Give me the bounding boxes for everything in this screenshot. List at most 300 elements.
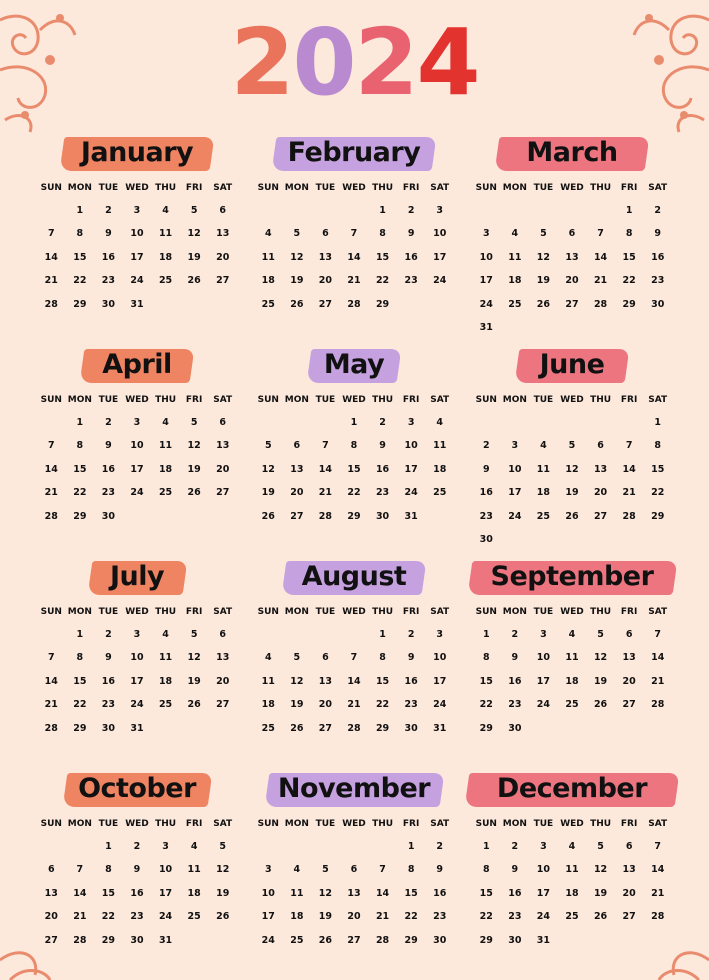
weekday-label: SUN bbox=[475, 607, 497, 617]
weekday-label: TUE bbox=[98, 395, 119, 405]
day-cell: 13 bbox=[44, 887, 58, 899]
day-cell: 18 bbox=[508, 275, 522, 287]
day-cell: 9 bbox=[105, 652, 112, 664]
weekday-label: THU bbox=[372, 607, 394, 617]
day-cell: 2 bbox=[133, 841, 141, 852]
day-cell: 5 bbox=[540, 228, 547, 240]
day-cell: 2 bbox=[436, 841, 444, 852]
day-cell: 3 bbox=[133, 205, 141, 216]
day-cell: 24 bbox=[130, 275, 144, 287]
day-cell: 17 bbox=[158, 887, 173, 899]
day-cell: 29 bbox=[651, 510, 665, 522]
day-cell: 31 bbox=[130, 722, 144, 734]
day-cell: 16 bbox=[101, 251, 116, 263]
day-cell: 14 bbox=[651, 864, 665, 876]
day-cell: 3 bbox=[133, 629, 141, 640]
day-cell: 22 bbox=[73, 275, 87, 287]
day-cell: 24 bbox=[433, 275, 447, 287]
empty-cell bbox=[340, 623, 369, 646]
day-cell: 18 bbox=[433, 463, 447, 475]
day-cell: 2 bbox=[511, 841, 519, 852]
day-cell: 30 bbox=[433, 934, 447, 946]
day-cell: 8 bbox=[654, 440, 662, 452]
day-cell: 23 bbox=[101, 699, 116, 711]
day-cell: 7 bbox=[625, 440, 633, 452]
day-cell: 28 bbox=[318, 510, 333, 522]
weekday-label: SUN bbox=[475, 819, 497, 829]
day-cell: 9 bbox=[379, 440, 386, 452]
day-cell: 30 bbox=[375, 510, 390, 522]
day-cell: 7 bbox=[47, 440, 55, 452]
day-cell: 29 bbox=[404, 934, 418, 946]
day-cell: 19 bbox=[565, 487, 579, 499]
day-cell: 22 bbox=[347, 487, 361, 499]
day-cell: 20 bbox=[347, 911, 361, 923]
day-cell: 21 bbox=[318, 487, 333, 499]
month-days-grid bbox=[37, 389, 237, 528]
day-cell: 20 bbox=[216, 463, 230, 475]
day-cell: 11 bbox=[261, 675, 275, 687]
day-cell: 25 bbox=[565, 699, 579, 711]
weekday-label: SUN bbox=[257, 607, 279, 617]
day-cell: 27 bbox=[318, 298, 333, 310]
day-cell: 25 bbox=[261, 722, 275, 734]
year-digit: 2 bbox=[354, 9, 417, 116]
day-cell: 5 bbox=[568, 440, 576, 452]
weekday-label: MON bbox=[502, 395, 527, 405]
weekday-label: THU bbox=[590, 607, 612, 617]
day-cell: 10 bbox=[536, 652, 551, 664]
day-cell: 29 bbox=[479, 934, 493, 946]
day-cell: 31 bbox=[158, 934, 173, 946]
day-cell: 21 bbox=[347, 275, 361, 287]
day-cell: 31 bbox=[130, 298, 144, 310]
day-cell: 13 bbox=[318, 675, 333, 687]
day-cell: 23 bbox=[479, 510, 493, 522]
empty-cell bbox=[529, 411, 558, 434]
day-cell: 1 bbox=[625, 205, 633, 216]
day-cell: 9 bbox=[407, 652, 415, 664]
day-cell: 6 bbox=[322, 228, 329, 240]
day-cell: 25 bbox=[187, 911, 201, 923]
day-cell: 29 bbox=[622, 298, 636, 310]
day-cell: 6 bbox=[47, 864, 55, 876]
empty-cell bbox=[586, 199, 615, 222]
day-cell: 14 bbox=[375, 887, 390, 899]
day-cell: 17 bbox=[433, 251, 447, 263]
day-cell: 7 bbox=[597, 228, 604, 240]
day-cell: 6 bbox=[568, 228, 576, 240]
day-cell: 14 bbox=[73, 887, 87, 899]
weekday-label: SAT bbox=[648, 395, 668, 405]
day-cell: 7 bbox=[654, 629, 662, 640]
day-cell: 30 bbox=[651, 298, 665, 310]
day-cell: 5 bbox=[293, 228, 301, 240]
day-cell: 17 bbox=[261, 911, 275, 923]
day-cell: 27 bbox=[622, 911, 636, 923]
day-cell: 28 bbox=[651, 699, 665, 711]
month-name: July bbox=[109, 561, 165, 592]
day-cell: 29 bbox=[375, 298, 390, 310]
day-cell: 24 bbox=[433, 699, 447, 711]
weekday-label: MON bbox=[67, 395, 92, 405]
day-cell: 8 bbox=[482, 652, 490, 664]
day-cell: 19 bbox=[593, 675, 608, 687]
day-cell: 13 bbox=[216, 652, 230, 664]
day-cell: 5 bbox=[190, 205, 198, 216]
day-cell: 11 bbox=[187, 864, 201, 876]
weekday-label: MON bbox=[284, 819, 309, 829]
day-cell: 17 bbox=[508, 487, 522, 499]
day-cell: 12 bbox=[290, 251, 304, 263]
day-cell: 21 bbox=[73, 911, 87, 923]
day-cell: 31 bbox=[433, 722, 447, 734]
day-cell: 4 bbox=[162, 417, 169, 428]
day-cell: 2 bbox=[379, 417, 386, 428]
weekday-label: WED bbox=[342, 607, 366, 617]
empty-cell bbox=[254, 199, 283, 222]
day-cell: 9 bbox=[511, 864, 519, 876]
weekday-label: SUN bbox=[475, 395, 497, 405]
day-cell: 3 bbox=[133, 417, 141, 428]
empty-cell bbox=[368, 835, 397, 858]
weekday-label: SAT bbox=[213, 607, 233, 617]
empty-cell bbox=[37, 835, 66, 858]
day-cell: 12 bbox=[187, 440, 201, 452]
day-cell: 25 bbox=[565, 911, 579, 923]
day-cell: 13 bbox=[216, 440, 230, 452]
empty-cell bbox=[254, 835, 283, 858]
empty-cell bbox=[283, 411, 312, 434]
day-cell: 17 bbox=[536, 675, 551, 687]
day-cell: 15 bbox=[479, 675, 493, 687]
weekday-label: FRI bbox=[402, 183, 420, 193]
day-cell: 18 bbox=[187, 887, 201, 899]
day-cell: 4 bbox=[511, 228, 519, 240]
empty-cell bbox=[37, 411, 66, 434]
weekday-label: TUE bbox=[98, 819, 119, 829]
day-cell: 18 bbox=[158, 463, 173, 475]
day-cell: 4 bbox=[436, 417, 444, 428]
day-cell: 23 bbox=[101, 275, 116, 287]
day-cell: 13 bbox=[318, 251, 333, 263]
day-cell: 4 bbox=[190, 841, 198, 852]
weekday-label: SAT bbox=[648, 819, 668, 829]
day-cell: 17 bbox=[536, 887, 551, 899]
day-cell: 11 bbox=[508, 251, 522, 263]
empty-cell bbox=[66, 835, 95, 858]
day-cell: 2 bbox=[482, 440, 490, 452]
day-cell: 14 bbox=[347, 675, 361, 687]
floral-ornament-icon bbox=[629, 0, 709, 140]
day-cell: 8 bbox=[76, 228, 84, 240]
day-cell: 20 bbox=[318, 699, 333, 711]
weekday-label: THU bbox=[155, 607, 177, 617]
day-cell: 28 bbox=[375, 934, 390, 946]
floral-ornament-icon bbox=[0, 0, 80, 140]
day-cell: 23 bbox=[508, 699, 522, 711]
day-cell: 29 bbox=[73, 722, 87, 734]
day-cell: 9 bbox=[482, 463, 490, 475]
weekday-label: MON bbox=[502, 819, 527, 829]
weekday-label: THU bbox=[590, 183, 612, 193]
day-cell: 21 bbox=[622, 487, 636, 499]
day-cell: 26 bbox=[187, 275, 201, 287]
weekday-label: MON bbox=[284, 183, 309, 193]
weekday-label: WED bbox=[125, 607, 149, 617]
weekday-label: MON bbox=[502, 183, 527, 193]
empty-cell bbox=[311, 623, 340, 646]
day-cell: 19 bbox=[187, 251, 201, 263]
day-cell: 11 bbox=[565, 652, 579, 664]
day-cell: 29 bbox=[479, 722, 493, 734]
day-cell: 21 bbox=[593, 275, 608, 287]
weekday-label: SAT bbox=[430, 607, 450, 617]
month-days-grid bbox=[37, 601, 237, 740]
day-cell: 10 bbox=[261, 887, 275, 899]
weekday-label: TUE bbox=[533, 819, 554, 829]
month-header bbox=[37, 345, 237, 385]
month-days-grid bbox=[472, 177, 672, 339]
empty-cell bbox=[283, 623, 312, 646]
day-cell: 17 bbox=[130, 463, 144, 475]
day-cell: 15 bbox=[375, 251, 390, 263]
day-cell: 16 bbox=[508, 887, 522, 899]
day-cell: 5 bbox=[190, 629, 198, 640]
day-cell: 21 bbox=[347, 699, 361, 711]
day-cell: 25 bbox=[536, 510, 551, 522]
day-cell: 11 bbox=[261, 251, 275, 263]
weekday-label: THU bbox=[372, 395, 394, 405]
day-cell: 22 bbox=[479, 699, 493, 711]
weekday-label: MON bbox=[502, 607, 527, 617]
month-april bbox=[37, 345, 237, 528]
day-cell: 11 bbox=[536, 463, 551, 475]
day-cell: 12 bbox=[593, 864, 608, 876]
month-july bbox=[37, 557, 237, 740]
day-cell: 18 bbox=[565, 675, 579, 687]
day-cell: 8 bbox=[407, 864, 415, 876]
day-cell: 15 bbox=[404, 887, 418, 899]
day-cell: 26 bbox=[318, 934, 333, 946]
day-cell: 15 bbox=[101, 887, 116, 899]
day-cell: 1 bbox=[76, 205, 84, 216]
day-cell: 11 bbox=[158, 440, 173, 452]
weekday-label: FRI bbox=[620, 395, 638, 405]
day-cell: 26 bbox=[536, 298, 551, 310]
weekday-label: SUN bbox=[257, 819, 279, 829]
day-cell: 14 bbox=[622, 463, 636, 475]
day-cell: 18 bbox=[261, 275, 275, 287]
day-cell: 5 bbox=[219, 841, 227, 852]
day-cell: 1 bbox=[482, 841, 490, 852]
day-cell: 22 bbox=[101, 911, 116, 923]
day-cell: 16 bbox=[651, 251, 665, 263]
day-cell: 23 bbox=[404, 699, 418, 711]
day-cell: 2 bbox=[654, 205, 662, 216]
day-cell: 21 bbox=[44, 487, 58, 499]
day-cell: 3 bbox=[407, 417, 415, 428]
day-cell: 30 bbox=[101, 298, 116, 310]
day-cell: 28 bbox=[347, 298, 361, 310]
day-cell: 6 bbox=[350, 864, 358, 876]
weekday-label: WED bbox=[560, 183, 584, 193]
day-cell: 7 bbox=[322, 440, 329, 452]
day-cell: 3 bbox=[511, 440, 519, 452]
day-cell: 10 bbox=[404, 440, 418, 452]
weekday-label: THU bbox=[590, 395, 612, 405]
day-cell: 28 bbox=[44, 298, 58, 310]
empty-cell bbox=[311, 199, 340, 222]
day-cell: 14 bbox=[593, 251, 608, 263]
empty-cell bbox=[311, 411, 340, 434]
weekday-label: FRI bbox=[185, 819, 203, 829]
month-header bbox=[254, 769, 454, 809]
day-cell: 9 bbox=[436, 864, 444, 876]
day-cell: 15 bbox=[622, 251, 636, 263]
day-cell: 27 bbox=[216, 699, 230, 711]
day-cell: 7 bbox=[47, 228, 55, 240]
empty-cell bbox=[340, 835, 369, 858]
month-days-grid bbox=[472, 601, 672, 740]
weekday-label: SAT bbox=[430, 395, 450, 405]
day-cell: 6 bbox=[219, 205, 227, 216]
weekday-label: THU bbox=[155, 395, 177, 405]
month-january bbox=[37, 133, 237, 316]
day-cell: 16 bbox=[101, 463, 116, 475]
day-cell: 17 bbox=[479, 275, 493, 287]
day-cell: 3 bbox=[540, 841, 547, 852]
day-cell: 9 bbox=[511, 652, 519, 664]
day-cell: 8 bbox=[76, 440, 84, 452]
day-cell: 2 bbox=[105, 629, 112, 640]
month-header bbox=[254, 557, 454, 597]
day-cell: 7 bbox=[76, 864, 84, 876]
day-cell: 24 bbox=[130, 699, 144, 711]
month-november bbox=[254, 769, 454, 952]
month-days-grid bbox=[254, 389, 454, 528]
day-cell: 13 bbox=[622, 864, 636, 876]
day-cell: 1 bbox=[407, 841, 415, 852]
month-days-grid bbox=[472, 813, 672, 952]
month-days-grid bbox=[254, 177, 454, 316]
day-cell: 2 bbox=[105, 205, 112, 216]
day-cell: 29 bbox=[73, 510, 87, 522]
day-cell: 3 bbox=[264, 864, 272, 876]
empty-cell bbox=[529, 199, 558, 222]
day-cell: 27 bbox=[565, 298, 579, 310]
day-cell: 13 bbox=[290, 463, 304, 475]
day-cell: 13 bbox=[593, 463, 608, 475]
day-cell: 12 bbox=[536, 251, 551, 263]
day-cell: 18 bbox=[290, 911, 304, 923]
month-name: April bbox=[102, 349, 172, 380]
day-cell: 9 bbox=[407, 228, 415, 240]
day-cell: 10 bbox=[508, 463, 522, 475]
month-days-grid bbox=[254, 601, 454, 740]
day-cell: 31 bbox=[404, 510, 418, 522]
day-cell: 15 bbox=[479, 887, 493, 899]
day-cell: 23 bbox=[651, 275, 665, 287]
day-cell: 22 bbox=[375, 699, 390, 711]
empty-cell bbox=[501, 411, 530, 434]
day-cell: 7 bbox=[350, 652, 358, 664]
day-cell: 17 bbox=[130, 251, 144, 263]
day-cell: 8 bbox=[379, 652, 386, 664]
day-cell: 11 bbox=[158, 228, 173, 240]
year-digit: 0 bbox=[292, 9, 355, 116]
day-cell: 20 bbox=[565, 275, 579, 287]
day-cell: 3 bbox=[436, 629, 444, 640]
weekday-label: TUE bbox=[98, 183, 119, 193]
weekday-label: SAT bbox=[430, 819, 450, 829]
month-name: December bbox=[496, 773, 648, 804]
weekday-label: WED bbox=[125, 819, 149, 829]
weekday-label: MON bbox=[67, 607, 92, 617]
day-cell: 20 bbox=[216, 675, 230, 687]
day-cell: 22 bbox=[73, 699, 87, 711]
empty-cell bbox=[472, 199, 501, 222]
month-name: August bbox=[301, 561, 407, 592]
day-cell: 7 bbox=[350, 228, 358, 240]
day-cell: 18 bbox=[261, 699, 275, 711]
weekday-label: TUE bbox=[315, 819, 336, 829]
day-cell: 31 bbox=[479, 321, 493, 333]
day-cell: 19 bbox=[216, 887, 230, 899]
day-cell: 20 bbox=[44, 911, 58, 923]
day-cell: 27 bbox=[318, 722, 333, 734]
day-cell: 27 bbox=[593, 510, 608, 522]
empty-cell bbox=[558, 199, 587, 222]
day-cell: 29 bbox=[101, 934, 116, 946]
weekday-label: FRI bbox=[620, 607, 638, 617]
day-cell: 24 bbox=[536, 911, 551, 923]
day-cell: 28 bbox=[622, 510, 636, 522]
day-cell: 30 bbox=[479, 533, 493, 545]
month-name: May bbox=[323, 349, 385, 380]
day-cell: 14 bbox=[347, 251, 361, 263]
day-cell: 13 bbox=[622, 652, 636, 664]
day-cell: 4 bbox=[264, 652, 272, 664]
day-cell: 7 bbox=[654, 841, 662, 852]
weekday-label: TUE bbox=[533, 607, 554, 617]
empty-cell bbox=[254, 411, 283, 434]
day-cell: 26 bbox=[261, 510, 275, 522]
day-cell: 2 bbox=[407, 205, 415, 216]
day-cell: 18 bbox=[158, 251, 173, 263]
day-cell: 12 bbox=[593, 652, 608, 664]
weekday-label: THU bbox=[155, 819, 177, 829]
day-cell: 12 bbox=[187, 652, 201, 664]
weekday-label: TUE bbox=[533, 183, 554, 193]
day-cell: 10 bbox=[130, 228, 144, 240]
day-cell: 5 bbox=[190, 417, 198, 428]
day-cell: 30 bbox=[101, 510, 116, 522]
weekday-label: MON bbox=[284, 395, 309, 405]
weekday-label: WED bbox=[560, 607, 584, 617]
weekday-label: TUE bbox=[315, 183, 336, 193]
weekday-label: SUN bbox=[40, 183, 62, 193]
day-cell: 21 bbox=[44, 275, 58, 287]
weekday-label: MON bbox=[67, 183, 92, 193]
day-cell: 23 bbox=[404, 275, 418, 287]
day-cell: 5 bbox=[293, 652, 301, 664]
day-cell: 18 bbox=[158, 675, 173, 687]
day-cell: 25 bbox=[508, 298, 522, 310]
day-cell: 18 bbox=[536, 487, 551, 499]
day-cell: 12 bbox=[318, 887, 333, 899]
day-cell: 1 bbox=[654, 417, 662, 428]
